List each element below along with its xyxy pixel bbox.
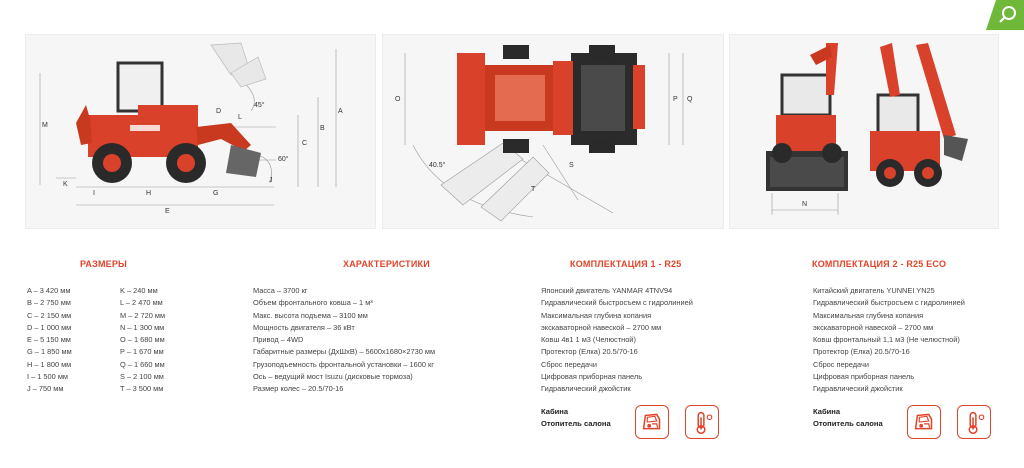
dim-i: I – 1 500 мм bbox=[27, 372, 68, 382]
dim-m: M – 2 720 мм bbox=[120, 310, 166, 320]
kit2-item: Максимальная глубина копания bbox=[813, 310, 924, 320]
dimensions-col-1 bbox=[27, 285, 72, 396]
dim-g: G – 1 850 мм bbox=[27, 347, 72, 357]
spec-item: Ось – ведущий мост Isuzu (дисковые тормоза) bbox=[253, 372, 413, 382]
label-e: E bbox=[165, 208, 170, 215]
label-i: I bbox=[93, 190, 95, 197]
kit1-item: Японский двигатель YANMAR 4TNV94 bbox=[541, 286, 673, 295]
label-m: M bbox=[42, 122, 48, 129]
kit2-item: Протектор (Елка) 20.5/70-16 bbox=[813, 347, 910, 357]
dim-h: H – 1 800 мм bbox=[27, 359, 72, 369]
dim-s: S – 2 100 мм bbox=[120, 372, 164, 382]
side-view-diagram bbox=[25, 34, 376, 229]
label-angle-45: 45° bbox=[254, 102, 265, 109]
kit2-item: экскаваторной навеской – 2700 мм bbox=[813, 322, 934, 332]
dim-d: D – 1 000 мм bbox=[27, 322, 72, 332]
label-t: T bbox=[531, 186, 536, 193]
spec-item: Макс. высота подъема – 3100 мм bbox=[253, 310, 368, 320]
kit1-cabin: Кабина bbox=[541, 407, 569, 416]
spec-item: Размер колес – 20.5/70-16 bbox=[253, 384, 344, 394]
kit1-item: Сброс передачи bbox=[541, 359, 597, 369]
kit1-heater: Отопитель салона bbox=[541, 419, 611, 429]
kit2-heater: Отопитель салона bbox=[813, 419, 883, 429]
label-l: L bbox=[238, 114, 242, 121]
dim-q: Q – 1 660 мм bbox=[120, 359, 165, 369]
cabin-icon bbox=[635, 405, 669, 439]
thermometer-icon bbox=[685, 405, 719, 439]
kit2-item: Сброс передачи bbox=[813, 359, 869, 369]
dim-c: C – 2 150 мм bbox=[27, 310, 72, 320]
label-s: S bbox=[569, 162, 574, 169]
label-a: A bbox=[338, 108, 343, 115]
label-c: C bbox=[302, 140, 308, 147]
zoom-badge[interactable] bbox=[986, 0, 1024, 30]
kit2-extras bbox=[813, 406, 883, 431]
kit2-item: Цифровая приборная панель bbox=[813, 372, 915, 382]
top-view-diagram bbox=[382, 34, 724, 229]
dimensions-heading: РАЗМЕРЫ bbox=[80, 259, 128, 269]
dim-t: T – 3 500 мм bbox=[120, 384, 164, 394]
label-q: Q bbox=[687, 96, 693, 103]
thermometer-icon bbox=[957, 405, 991, 439]
label-j: J bbox=[269, 177, 273, 184]
label-d: D bbox=[216, 108, 222, 115]
dim-e: E – 5 150 мм bbox=[27, 335, 71, 345]
dim-o: O – 1 680 мм bbox=[120, 335, 165, 345]
label-angle-60: 60° bbox=[278, 156, 289, 163]
kit1-item: Максимальная глубина копания bbox=[541, 310, 652, 320]
specs-heading: ХАРАКТЕРИСТИКИ bbox=[343, 259, 430, 269]
kit1-list bbox=[541, 285, 693, 396]
dim-a: A – 3 420 мм bbox=[27, 286, 71, 295]
dim-b: B – 2 750 мм bbox=[27, 298, 71, 308]
label-h: H bbox=[146, 190, 152, 197]
label-g: G bbox=[213, 190, 219, 197]
spec-item: Габаритные размеры (ДхШхВ) – 5600х1680×2730 мм bbox=[253, 347, 436, 357]
label-n: N bbox=[802, 201, 808, 208]
label-k: K bbox=[63, 181, 68, 188]
kit2-cabin: Кабина bbox=[813, 407, 841, 416]
label-b: B bbox=[320, 125, 325, 132]
kit1-extras bbox=[541, 406, 611, 431]
kit2-item: Гидравлический быстросъем с гидролинией bbox=[813, 298, 965, 308]
spec-item: Масса – 3700 кг bbox=[253, 286, 308, 295]
spec-item: Привод – 4WD bbox=[253, 335, 304, 345]
label-o: O bbox=[395, 96, 401, 103]
kit1-item: Ковш 4в1 1 м3 (Челюстной) bbox=[541, 335, 636, 345]
kit2-heading: КОМПЛЕКТАЦИЯ 2 - R25 ECO bbox=[812, 259, 947, 269]
front-view-diagram bbox=[729, 34, 999, 229]
dim-j: J – 750 мм bbox=[27, 384, 64, 394]
cabin-icon bbox=[907, 405, 941, 439]
kit1-item: Цифровая приборная панель bbox=[541, 372, 643, 382]
spec-item: Объем фронтального ковша – 1 м³ bbox=[253, 298, 373, 308]
kit1-item: Гидравлический быстросъем с гидролинией bbox=[541, 298, 693, 308]
kit1-item: экскаваторной навеской – 2700 мм bbox=[541, 322, 662, 332]
dim-n: N – 1 300 мм bbox=[120, 322, 165, 332]
kit1-item: Протектор (Елка) 20.5/70-16 bbox=[541, 347, 638, 357]
label-angle-40-5: 40.5° bbox=[429, 162, 446, 169]
kit2-item: Гидравлический джойстик bbox=[813, 384, 903, 394]
dim-l: L – 2 470 мм bbox=[120, 298, 163, 308]
spec-item: Грузоподъемность фронтальной установки – 1600 кг bbox=[253, 359, 434, 369]
kit2-item: Китайский двигатель YUNNEI YN25 bbox=[813, 286, 935, 295]
dimensions-col-2 bbox=[120, 285, 165, 396]
dim-p: P – 1 670 мм bbox=[120, 347, 164, 357]
label-p: P bbox=[673, 96, 678, 103]
kit1-item: Гидравлический джойстик bbox=[541, 384, 631, 394]
specs-list bbox=[253, 285, 435, 396]
kit1-heading: КОМПЛЕКТАЦИЯ 1 - R25 bbox=[570, 259, 682, 269]
dim-k: K – 240 мм bbox=[120, 286, 158, 295]
spec-item: Мощность двигателя – 36 кВт bbox=[253, 322, 355, 332]
kit2-list bbox=[813, 285, 965, 396]
kit2-item: Ковш фронтальный 1,1 м3 (Не челюстной) bbox=[813, 335, 960, 345]
